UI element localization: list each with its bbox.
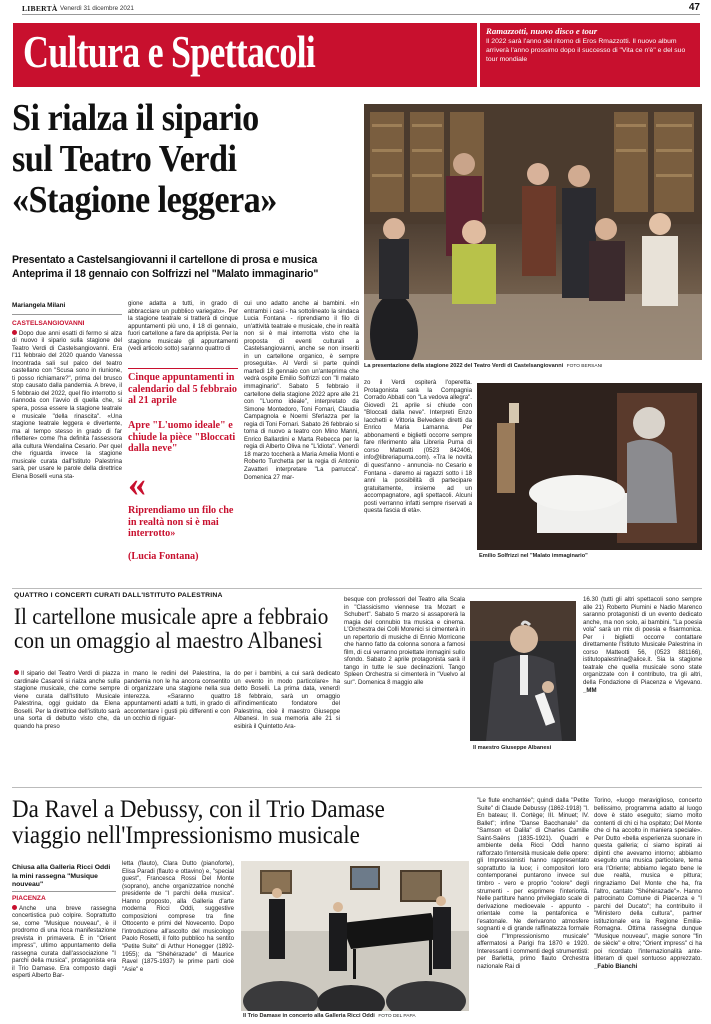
a1-photo [364,104,702,360]
a2-photo [470,601,576,741]
a1-headline-line3: «Stagione leggera» [12,179,277,221]
a1-headline-line1: Si rialza il sipario [12,97,259,139]
a1-headline [12,98,362,221]
a3-column-4 [594,797,702,1022]
a1-sub-line2: Anteprima il 18 gennaio con Solfrizzi nel "Malato immaginario" [12,267,319,280]
a2-column-3 [234,670,340,780]
a2-headline-line1: Il cartellone musicale apre a febbraio [14,604,329,629]
a3-text-4: Torino, «luogo meraviglioso, concerto bellissimo, programma adatto al luogo dove è stato eseguito; siamo molto contenti di chi ci ha ospitato; Del Monte che ci ha accolto in maniera speciale». Per Dutto «bella esperienza suonare in questa galleria; ci siamo ispirati ai dipinti che avevamo intorno; abbiamo eseguito una musica particolare, tema era l'Oriente; abbiamo legato bene le due realtà, musica e pittura; ringraziamo Del Monte che ha, fra l'altro, cantato "Shéhérazade"». Hanno patrocinato Comune di Piacenza e "I parchi del Ducato"; ha contribuito il "Ministero della cultura", partner istituzionale era la Regione Emilia-Romagna. Ottima rassegna dunque "Musique nouveau", magie sonore "fin de siècle" e oltre; "Orient impress" ci ha poi ricordato l'internazionalità ante-litteram di quel sontuoso apprezzato. [594,797,702,963]
a1-box-2: Apre "L'uomo ideale" e chiude la pièce "Bloccati dalla neve" [128,420,236,454]
a1-author: Mariangela Milani [12,302,66,309]
a1-headline-line2: sul Teatro Verdi [12,138,237,180]
bullet-icon [12,905,17,910]
trio-damase-image [241,861,469,1011]
issue-date: Venerdì 31 dicembre 2021 [60,5,134,12]
a3-signature: _Fabio Bianchi [594,963,638,971]
a3-subheadline: Chiusa alla Galleria Ricci Oddi la mini rassegna "Musique nouveau" [12,864,111,888]
a2-text-1: Il sipario del Teatro Verdi di piazza cardinale Casaroli si rialza anche sulla stagione musicale, che come sempre viene curata dall'Istituto Musicale Palestrina, oggi guidato da Elena Boselli. Per la direttrice dell'istituto sarà una sorta di debutto visto che, da quando ha preso [14,670,120,730]
a1-box-1: Cinque appuntamenti in calendario dal 5 febbraio al 21 aprile [128,372,237,406]
quote-icon: « [128,464,146,504]
a3-divider [12,891,116,892]
a1-text-4: zo il Verdi ospiterà l'operetta. Protagonista sarà la Compagnia Corrado Abbati con "La vedova allegra". Giovedì 21 aprile si chiude con "Bloccati dalla neve". Interpreti Enzo Iacchetti e Vittoria Belvedere diretti da Enrico Maria Lamanna. Per abbonamenti e biglietti occorre sempre fare riferimento alla Libreria Puma di corso Matteotti (0523 842406, info@libreriapuma.com). «Tra le novità di quest'anno - annuncia- no Cesario e Fontana - daremo ai ragazzi sotto i 18 anni la possibilità di partecipare gratuitamente, insieme ad un accompagnatore, agli spettacoli. Alcuni posti verranno infatti sempre riservati a questa fascia di età». [364,379,472,515]
a3-headline-line1: Da Ravel a Debussy, con il Trio Damase [12,796,385,823]
a3-photo-caption: Il Trio Damase in concerto alla Galleria Ricci Oddi [243,1013,375,1019]
section-banner [13,23,477,87]
a2-signature: _MM [583,686,597,694]
presentation-image [364,104,702,360]
a1-divider [12,314,122,315]
a2-text-2: in mano le redini del Palestrina, la pandemia non le ha ancora consentito di organizzare una stagione nella sua interezza. «Saranno quattro appuntamenti adatti a tutti, in grado di accontentare i gusti più differenti e con un occhio di riguar- [124,670,230,723]
a1-text-1: Dopo due anni esatti di fermo si alza di nuovo il sipario sulla stagione del Teatro Verdi di Castelsangiovanni. Era l'11 febbraio del 2020 quando Vanessa Incontrada sali sul palco del teatro castellano con "Scusa sono in riunione, ti posso richiamare?", prima del brusco stop causato dalla pandemia. A breve, il 5 febbraio del 2022, quel filo interrotto si riannoda con l'avvio di quella che, si spera, possa essere la stagione teatrale e musicale "della rinascita". «Una stagione teatrale leggera e divertente, ma al tempo stesso in grado di far riflettere» come l'ha definita l'assessora alla cultura Wendalina Cesario. Per quel che riguarda invece la stagione musicale curata dall'Istituto Palestrina sarà, per usare le parole della direttrice Elena Boselli «una sta- [12,329,122,480]
a1-subheadline [12,254,362,281]
teaser-box [480,23,700,87]
a1-pull-quote: Riprendiamo un filo che in realtà non si è mai interrotto» [128,505,234,539]
a1-text-3: cui uno adatto anche ai bambini. «In entrambi i casi - ha sottolineato la sindaca Lucia Fontana - riprendiamo il filo di un'attività teatrale e musicale, che in realtà non si è mai interrotta visto che la proposta di eventi culturali a Castelsangiovanni, anche se non inseriti in un cartellone organico, è sempre proseguita». Al Verdi si parte quindi martedì 18 gennaio con un'anteprima che vedrà ospite Emilio Solfrizzi con "Il malato immaginario". Sabato 5 febbraio il cartellone della stagione 2022 apre alle 21 con "L'uomo ideale", interpretato da Simone Montedoro, Toni Fornari, Claudia Campagnola e Noemi Sferlazza per la regia di Toni Fornari. Sabato 26 febbraio si torna di nuovo a teatro con Mino Manni, Enrico Ballardini e Marta Rebecca per la regia di Alberto Oliva ne "L'idiota". Venerdì 18 marzo toccherà a Maria Amelia Monti e Roberto Turchetta per la regia di Antonio Zavatteri interpretare "La parrucca". Domenica 27 mar- [244,300,359,481]
teaser-text: Il 2022 sarà l'anno del ritorno di Eros Rmazzotti. Il nuovo album arriverà l'anno prossimo dopo il successo di "Vita ce n'è" e del suo tour mondiale [486,38,686,63]
a3-photo [241,861,469,1011]
a2-text-3: do per i bambini, a cui sarà dedicato un evento in modo particolare» ha detto Boselli. La prima data, venerdì 18 febbraio, sarà un omaggio all'indimenticato fondatore del Palestrina, cioè il maestro Giuseppe Albanesi. In sua memoria alle 21 si esibirà il Quintetto Ara- [234,670,340,730]
bullet-icon [14,670,19,675]
a1-sub-line1: Presentato a Castelsangiovanni il cartellone di prosa e musica [12,254,318,266]
a3-text-1: Anche una breve rassegna concertistica può colpire. Soprattutto se, come "Musique nouveau", è il prodromo di una ricca manifestazione prevista in primavera. È in "Orient impress", ultimo appuntamento della rassegna curata dall'associazione "I parchi della musica", protagonista era il Trio Damase. Era composto dagli esperti Alberto Bar- [12,904,116,980]
a2-column-5 [583,596,702,782]
page-header [22,3,700,15]
rule-a2-a3 [12,787,702,788]
a1-dateline: CASTELSANGIOVANNI [12,320,85,327]
albanesi-image [470,601,576,741]
a2-column-4 [344,596,465,782]
a1-column-3 [244,300,359,585]
bullet-icon [12,330,17,335]
a1-text-2: gione adatta a tutti, in grado di abbracciare un pubblico variegato». Per la stagione teatrale si tratterà di cinque appuntamenti più uno, il 18 di gennaio, fuori cartellone a fare da apripista. Per la stagione musicale gli appuntamenti (vedi articolo sotto) saranno quattro di [128,300,238,353]
a1-photo-caption-line [364,363,702,369]
a3-photo-credit: FOTO DEL PAPA [378,1014,416,1019]
a3-column-2 [122,860,234,1020]
a1-photo-2-caption: Emilio Solfrizzi nel "Malato immaginario" [479,553,588,559]
a1-box-rule [128,368,238,369]
a1-photo-caption: La presentazione della stagione 2022 del Teatro Verdi di Castelsangiovanni [364,363,564,369]
a3-photo-caption-line [243,1013,416,1019]
a2-headline-line2: con un omaggio al maestro Albanesi [14,628,323,653]
a1-column-1 [12,320,122,565]
a3-headline-line2: viaggio nell'Impressionismo musicale [12,822,360,849]
solfrizzi-image [477,383,702,550]
a2-text-4: besque con professori del Teatro alla Scala in "Classicismo viennese tra Mozart e Schubert". Sabato 5 marzo si assaporerà la magia del connubio tra musica e cinema. L'Orchestra dei Colli Morenici si cimenterà in un repertorio di musiche di Ennio Morricone che hanno fatto da colonna sonora a famosi film, di cui verranno proiettate immagini sullo sfondo. Sabato 2 aprile protagonista sarà il tango in tutte le sue declinazioni. Tango Spleen Orchestra si cimenterà in "Vuelvo al sur". Domenica 8 maggio alle [344,596,465,687]
a1-photo-2 [477,383,702,550]
a2-text-5: 16.30 (tutti gli altri spettacoli sono sempre alle 21) Roberto Piumini e Nadio Marenco saranno protagonisti di un evento dedicato anche, ma non solo, ai bambini. "La poesia vola" sarà un mix di poesia e fisarmonica. Per i biglietti occorre contattare direttamente l'Istituto Musicale Palestrina in corso Matteotti 56, (0523 881166), istitutopalestrina@alice.it. Sia la stagione teatrale che quella musicale sono state organizzate con il contributo, tra gli altri, della Fondazione di Piacenza e Vigevano. [583,596,702,687]
rule-a1-a2 [12,588,702,589]
a3-column-3 [477,797,589,1022]
a3-column-1 [12,895,116,1017]
a1-column-2 [128,300,238,366]
newspaper-logo: LIBERTÀ [22,4,58,13]
a3-text-2: letta (flauto), Clara Dutto (pianoforte), Elisa Paradi (flauto e ottavino) e, "special guest", Francesca Rossi Del Monte (soprano), anche organizzatrice nonché presidente de "I parchi della musica". Hanno proposto, alla Galleria d'arte moderna Ricci Oddi, suggestive composizioni comprese tra fine Ottocento e primi del Novecento. Dopo l'introduzione all'ascolto del musicologo Paolo Rosetti, il folto pubblico ha sentito "Petite Suite" di Arthur Honegger (1892-1955); da "Shéhérazade" di Maurice Ravel (1875-1937) le prime parti cioè "Asie" e [122,860,234,973]
section-title: Cultura e Spettacoli [23,27,315,77]
a3-dateline: PIACENZA [12,895,46,902]
a2-column-2 [124,670,230,780]
a1-pull-quote-author: (Lucia Fontana) [128,551,199,562]
a1-column-4 [364,379,472,584]
a3-text-3: "Le flute enchantée"; quindi dalla "Petite Suite" di Claude Debussy (1862-1918) "I. En bateau; II. Cortège; III. Minuet; IV. Ballet"; infine "Danse Bacchanale" da "Samson et Dalila" di Charles Camille Saint-Saëns (1835-1921). Quadri e ambiente della Ricci Oddi hanno rafforzato l'intensità musicale delle opere: gli Impressionisti hanno rappresentato soprattutto la luce; i compositori loro contemporanei puntarono invece sul timbro - vero e proprio "colore" degli strumenti - per esprimere l'interiorità. Nelle partiture hanno privilegiato scale di derivazione medioevale - appunto - orientale come la pentafonica e l'esatonale. Ne derivarono atmosfere sognanti e di grande raffinatezza formale cioè l'"Impressionismo musicale" affermatosi a Parigi fra 1870 e 1920. Interessanti i commenti degli strumentisti: per Barletta, primo flauto Orchestra nazionale Rai di [477,797,589,971]
a2-column-1 [14,670,120,780]
page-number: 47 [688,2,700,13]
a3-headline [12,797,492,849]
a1-photo-credit: FOTO BERSANI [566,364,603,369]
a2-kicker: QUATTRO I CONCERTI CURATI DALL'ISTITUTO PALESTRINA [14,592,223,599]
a2-photo-caption: Il maestro Giuseppe Albanesi [473,745,552,751]
teaser-title: Ramazzotti, nuovo disco e tour [486,26,598,36]
